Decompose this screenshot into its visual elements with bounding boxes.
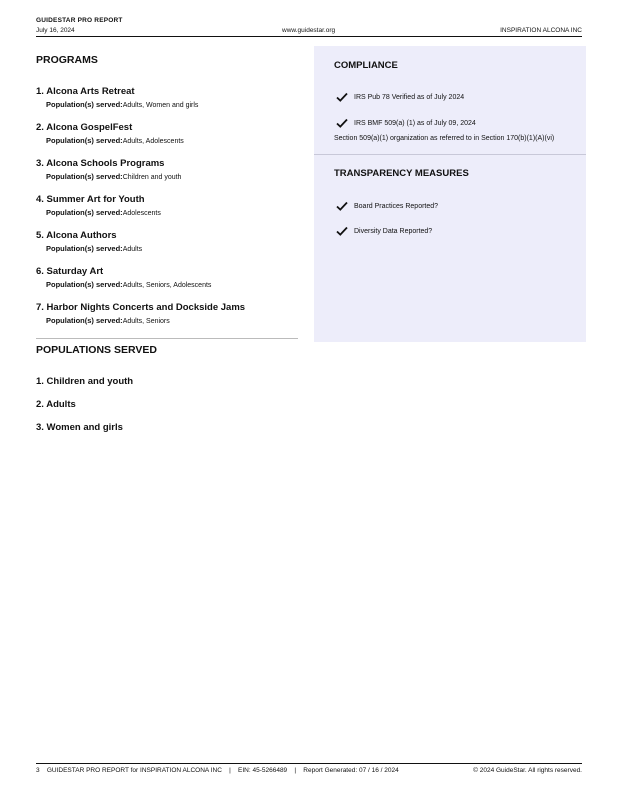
program-populations bbox=[36, 100, 298, 109]
checkmark-icon bbox=[336, 226, 348, 236]
section-divider bbox=[36, 338, 298, 339]
population-values: Children and youth bbox=[122, 174, 182, 181]
programs-heading: PROGRAMS bbox=[36, 54, 98, 66]
site-url[interactable]: www.guidestar.org bbox=[282, 27, 336, 34]
population-item: 1. Children and youth bbox=[36, 376, 134, 387]
transparency-item-text: Board Practices Reported? bbox=[354, 202, 439, 210]
program-item bbox=[36, 122, 298, 145]
population-values: Adults, Women and girls bbox=[122, 102, 199, 109]
transparency-item bbox=[336, 226, 432, 236]
compliance-note: Section 509(a)(1) organization as referred to in Section 170(b)(1)(A)(vi) bbox=[334, 135, 555, 142]
program-name: 3. Alcona Schools Programs bbox=[36, 158, 165, 169]
checkmark-icon bbox=[336, 92, 348, 102]
population-values: Adolescents bbox=[122, 210, 161, 217]
program-populations bbox=[36, 280, 298, 289]
compliance-heading: COMPLIANCE bbox=[334, 60, 398, 71]
program-populations bbox=[36, 136, 298, 145]
population-values: Adults, Seniors bbox=[122, 318, 170, 325]
report-date: July 16, 2024 bbox=[36, 27, 75, 34]
checkmark-icon bbox=[336, 201, 348, 211]
transparency-item-text: Diversity Data Reported? bbox=[354, 227, 433, 235]
population-label: Population(s) served: bbox=[46, 100, 123, 109]
program-item bbox=[36, 194, 298, 217]
footer-report-info: 3 GUIDESTAR PRO REPORT for INSPIRATION ALCONA INC | EIN: 45-5266489 | Report Generated: 07 / 16 / 2024 bbox=[36, 767, 399, 774]
population-label: Population(s) served: bbox=[46, 136, 123, 145]
compliance-item bbox=[336, 118, 476, 128]
population-label: Population(s) served: bbox=[46, 280, 123, 289]
program-item bbox=[36, 158, 298, 181]
program-name: 2. Alcona GospelFest bbox=[36, 122, 133, 133]
program-name: 7. Harbor Nights Concerts and Dockside Jams bbox=[36, 302, 246, 313]
panel-divider bbox=[314, 154, 586, 155]
program-item bbox=[36, 266, 298, 289]
population-item: 3. Women and girls bbox=[36, 422, 123, 433]
population-values: Adults, Seniors, Adolescents bbox=[122, 282, 212, 289]
compliance-panel bbox=[314, 46, 586, 342]
program-name: 6. Saturday Art bbox=[36, 266, 104, 277]
population-label: Population(s) served: bbox=[46, 244, 123, 253]
program-item bbox=[36, 230, 298, 253]
population-label: Population(s) served: bbox=[46, 208, 123, 217]
program-name: 4. Summer Art for Youth bbox=[36, 194, 145, 205]
populations-list bbox=[36, 376, 298, 433]
transparency-heading: TRANSPARENCY MEASURES bbox=[334, 168, 469, 179]
compliance-item bbox=[336, 92, 464, 102]
population-label: Population(s) served: bbox=[46, 316, 123, 325]
header-divider bbox=[36, 36, 582, 37]
program-populations bbox=[36, 172, 298, 181]
population-values: Adults, Adolescents bbox=[122, 138, 184, 145]
program-populations bbox=[36, 244, 298, 253]
compliance-item-text: IRS Pub 78 Verified as of July 2024 bbox=[354, 93, 465, 101]
population-item: 2. Adults bbox=[36, 399, 76, 410]
program-item bbox=[36, 302, 298, 325]
checkmark-icon bbox=[336, 118, 348, 128]
population-label: Population(s) served: bbox=[46, 172, 123, 181]
program-name: 5. Alcona Authors bbox=[36, 230, 117, 241]
populations-served-heading: POPULATIONS SERVED bbox=[36, 344, 157, 356]
footer-divider bbox=[36, 763, 582, 764]
population-values: Adults bbox=[122, 246, 143, 253]
program-populations bbox=[36, 316, 298, 325]
transparency-item bbox=[336, 201, 438, 211]
program-name: 1. Alcona Arts Retreat bbox=[36, 86, 135, 97]
program-populations bbox=[36, 208, 298, 217]
compliance-item-text: IRS BMF 509(a) (1) as of July 09, 2024 bbox=[354, 119, 476, 127]
program-item bbox=[36, 86, 298, 109]
organization-name: INSPIRATION ALCONA INC bbox=[500, 27, 582, 34]
left-column bbox=[36, 54, 298, 445]
footer-copyright: © 2024 GuideStar. All rights reserved. bbox=[473, 767, 582, 774]
report-title: GUIDESTAR PRO REPORT bbox=[36, 17, 123, 24]
programs-list bbox=[36, 86, 298, 325]
